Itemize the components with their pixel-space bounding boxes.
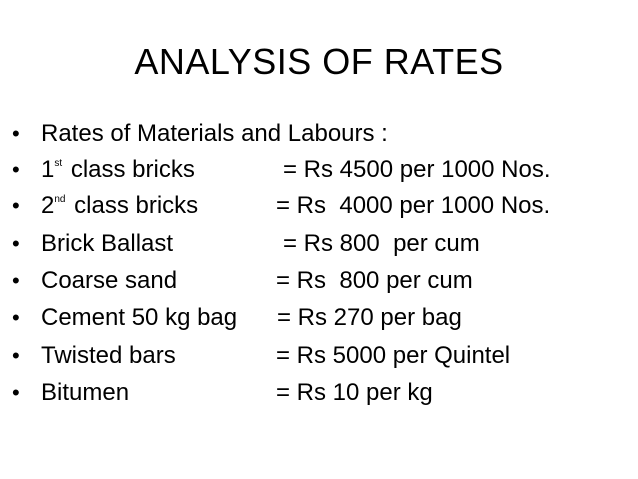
material-rate: = Rs 4000 per 1000 Nos.	[276, 192, 551, 219]
ordinal-number: 1	[41, 156, 55, 183]
list-item-label: Rates of Materials and Labours :	[41, 120, 388, 147]
material-rate: = Rs 10 per kg	[276, 379, 433, 406]
bullet-icon: •	[12, 343, 20, 368]
material-label: Bitumen	[41, 379, 130, 406]
bullet-icon: •	[12, 380, 20, 405]
slide-title: ANALYSIS OF RATES	[134, 41, 504, 82]
bullet-icon: •	[12, 231, 20, 256]
material-rate: = Rs 4500 per 1000 Nos.	[283, 156, 551, 183]
material-rate: = Rs 800 per cum	[283, 230, 480, 257]
material-label: Twisted bars	[41, 342, 176, 369]
ordinal-suffix: nd	[54, 194, 66, 205]
ordinal-suffix: st	[54, 158, 63, 169]
bullet-icon: •	[12, 193, 20, 218]
bullet-icon: •	[12, 121, 20, 146]
material-rate: = Rs 270 per bag	[277, 304, 462, 331]
material-label: class bricks	[70, 156, 195, 183]
material-rate: = Rs 5000 per Quintel	[276, 342, 511, 369]
bullet-icon: •	[12, 268, 20, 293]
ordinal-number: 2	[41, 192, 55, 219]
material-label: Cement 50 kg bag	[41, 304, 238, 331]
material-name	[41, 188, 198, 224]
bullet-icon: •	[12, 157, 20, 182]
material-label: class bricks	[74, 192, 199, 219]
material-label: Brick Ballast	[41, 230, 174, 257]
material-name	[41, 152, 195, 188]
material-rate: = Rs 800 per cum	[276, 267, 473, 294]
bullet-icon: •	[12, 305, 20, 330]
material-label: Coarse sand	[41, 267, 178, 294]
